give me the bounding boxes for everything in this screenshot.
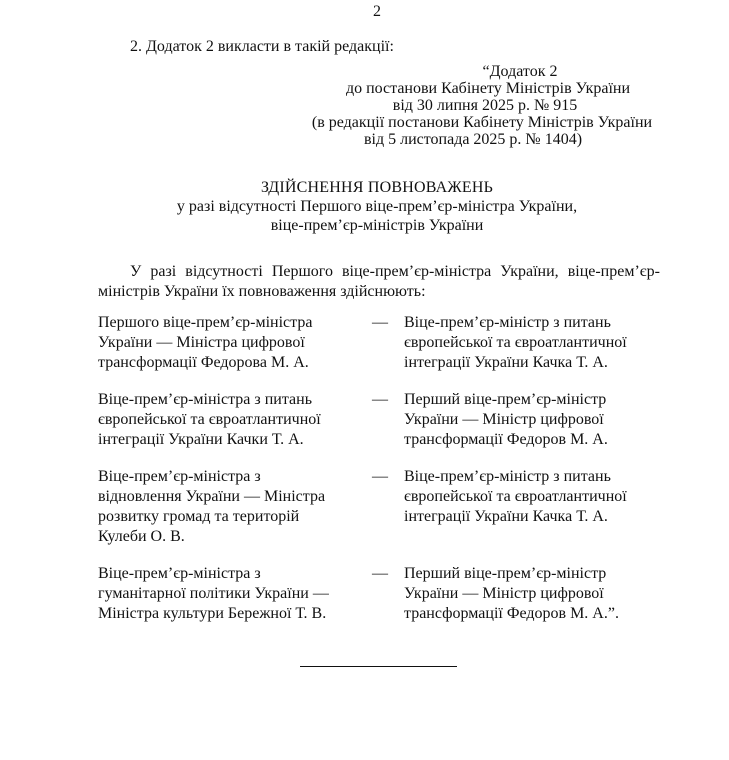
absent-official: Віце-прем’єр-міністра з відновлення України — Міністра розвитку громад та територій Кулеби О. В. [98, 468, 326, 545]
dash-separator: — [372, 314, 388, 331]
table-row [98, 467, 678, 547]
table-row [98, 564, 678, 624]
annex-line: до постанови Кабінету Міністрів України [345, 80, 631, 97]
substitution-table [98, 313, 678, 624]
intro-paragraph: У разі відсутності Першого віце-прем’єр-міністра України, віце-прем’єр-міністрів України їх повноваження здійснюють: [98, 263, 660, 300]
heading-subtitle-line: у разі відсутності Першого віце-прем’єр-міністра України, [176, 198, 578, 215]
absent-official: Першого віце-прем’єр-міністра України — Міністра цифрової трансформації Федорова М. А. [98, 314, 313, 371]
document-heading [0, 178, 729, 235]
substitute-official: Перший віце-прем’єр-міністр України — Міністр цифрової трансформації Федоров М. А. [404, 391, 608, 448]
heading-subtitle-line: віце-прем’єр-міністрів України [270, 217, 484, 234]
annex-line: “Додаток 2 [482, 63, 558, 80]
heading-title: ЗДІЙСНЕННЯ ПОВНОВАЖЕНЬ [261, 179, 493, 196]
absent-official: Віце-прем’єр-міністра з питань європейської та євроатлантичної інтеграції України Качки Т. А. [98, 391, 321, 448]
annex-line: (в редакції постанови Кабінету Міністрів України [311, 114, 653, 131]
annex-line: від 5 листопада 2025 р. № 1404) [363, 131, 583, 148]
dash-separator: — [372, 565, 388, 582]
amendment-instruction: 2. Додаток 2 викласти в такій редакції: [130, 38, 394, 55]
page-number: 2 [373, 3, 381, 20]
table-row [98, 390, 678, 450]
annex-line: від 30 липня 2025 р. № 915 [392, 97, 578, 114]
substitute-official: Перший віце-прем’єр-міністр України — Міністр цифрової трансформації Федоров М. А.”. [404, 565, 619, 622]
substitute-official: Віце-прем’єр-міністр з питань європейської та євроатлантичної інтеграції України Качка Т. А. [404, 468, 627, 525]
absent-official: Віце-прем’єр-міністра з гуманітарної політики України — Міністра культури Бережної Т. В. [98, 565, 329, 622]
dash-separator: — [372, 391, 388, 408]
end-divider [300, 666, 457, 667]
dash-separator: — [372, 468, 388, 485]
substitute-official: Віце-прем’єр-міністр з питань європейської та євроатлантичної інтеграції України Качка Т. А. [404, 314, 627, 371]
annex-reference [280, 63, 660, 148]
table-row [98, 313, 678, 373]
